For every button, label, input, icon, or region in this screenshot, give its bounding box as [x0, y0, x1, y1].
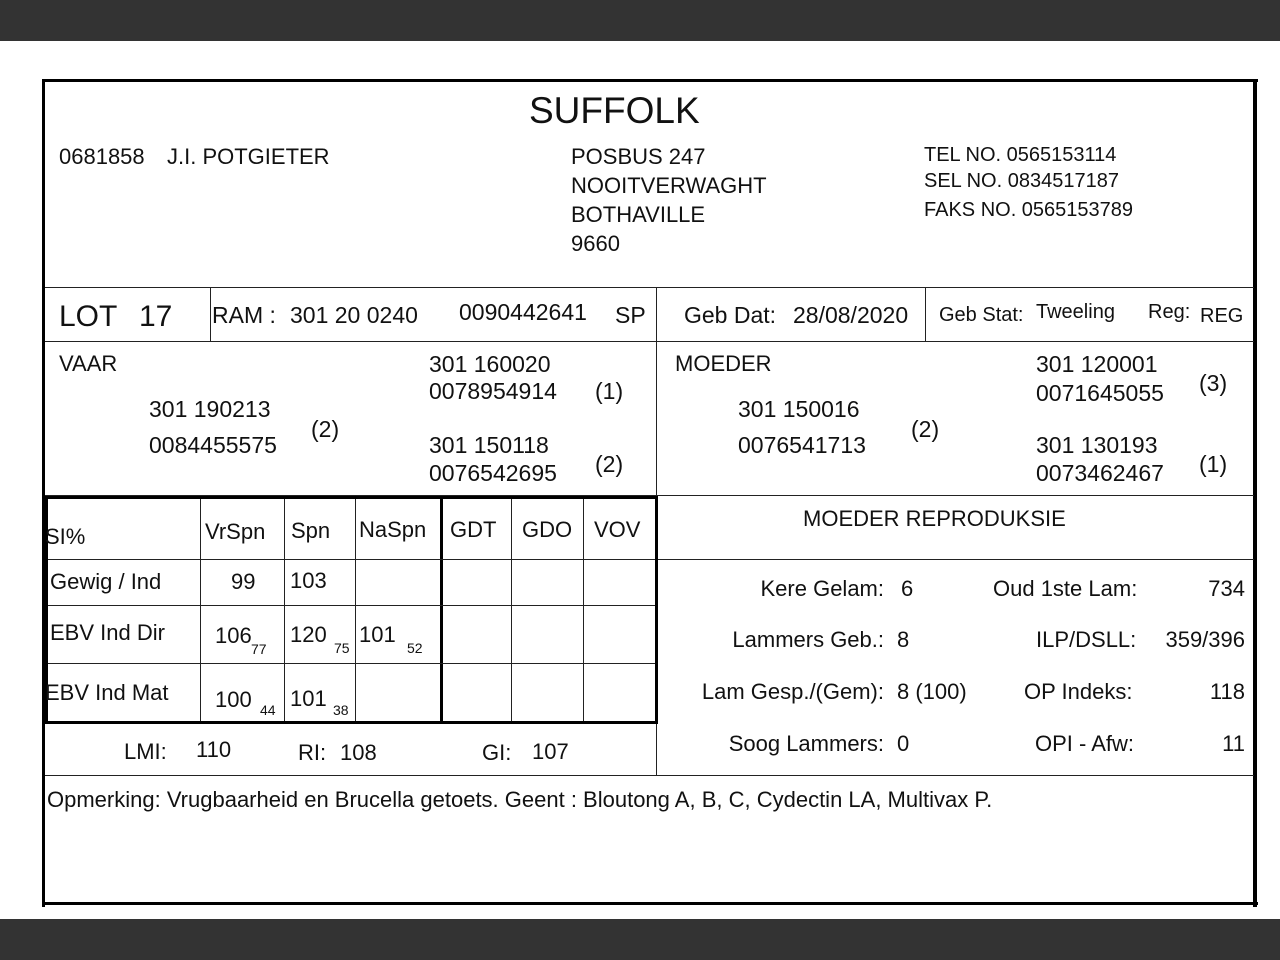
owner-code: 0681858	[59, 144, 145, 169]
owner-name: J.I. POTGIETER	[167, 144, 330, 169]
si-row-2-spn-sub: 75	[334, 640, 350, 656]
ram-label: RAM :	[212, 302, 276, 328]
si-row-2-vrspn: 106	[215, 623, 252, 648]
lot-number: 17	[139, 300, 173, 333]
breed-title: SUFFOLK	[529, 90, 700, 131]
address-line-1: POSBUS 247	[571, 144, 706, 169]
sel-number: SEL NO. 0834517187	[924, 170, 1119, 192]
sire-grade: (2)	[311, 416, 340, 442]
repro-right-value-1: 734	[1208, 576, 1245, 601]
lmi-value: 110	[196, 737, 232, 762]
repro-left-label-1: Kere Gelam:	[760, 576, 884, 601]
si-row-2-naspn: 101	[359, 622, 396, 647]
si-row-3-spn: 101	[290, 686, 327, 711]
sire-mother-number: 0076542695	[429, 460, 557, 486]
sire-id: 301 190213	[149, 396, 271, 422]
repro-right-label-4: OPI - Afw:	[1035, 731, 1135, 756]
si-row-1-label: Gewig / Ind	[50, 569, 162, 594]
gi-value: 107	[532, 739, 569, 764]
dam-father-id: 301 120001	[1036, 351, 1158, 377]
repro-right-label-3: OP Indeks:	[1024, 679, 1133, 704]
gi-label: GI:	[482, 740, 512, 765]
sire-label: VAAR	[59, 351, 118, 376]
si-row-2-vrspn-sub: 77	[251, 641, 267, 657]
bottom-bar	[0, 919, 1280, 960]
birth-date: 28/08/2020	[793, 302, 909, 328]
repro-left-value-4: 0	[897, 731, 910, 756]
lot-label: LOT	[59, 300, 118, 333]
dam-mother-id: 301 130193	[1036, 432, 1158, 458]
repro-left-label-4: Soog Lammers:	[728, 731, 884, 756]
dam-mother-number: 0073462467	[1036, 460, 1164, 486]
ram-id: 301 20 0240	[290, 302, 418, 328]
sire-father-id: 301 160020	[429, 351, 551, 377]
status-value: Tweeling	[1036, 301, 1115, 323]
si-col-gdt: GDT	[450, 517, 497, 542]
address-line-2: NOOITVERWAGHT	[571, 173, 767, 198]
dam-label: MOEDER	[675, 351, 772, 376]
reg-label: Reg:	[1148, 301, 1191, 323]
remark-text: Opmerking: Vrugbaarheid en Brucella getoets. Geent : Bloutong A, B, C, Cydectin LA, Multivax P.	[47, 787, 993, 812]
lmi-label: LMI:	[124, 739, 167, 764]
si-row-3-label: EBV Ind Mat	[45, 680, 169, 705]
tel-number: TEL NO. 0565153114	[924, 144, 1117, 166]
repro-left-value-2: 8	[897, 627, 910, 652]
sire-father-grade: (1)	[595, 378, 624, 404]
si-col-vov: VOV	[594, 517, 641, 542]
dam-father-grade: (3)	[1199, 370, 1228, 396]
status-label: Geb Stat:	[939, 304, 1024, 326]
ri-label: RI:	[298, 740, 327, 765]
si-row-1-spn: 103	[290, 568, 327, 593]
dam-id: 301 150016	[738, 396, 860, 422]
si-col-gdo: GDO	[522, 517, 573, 542]
dam-mother-grade: (1)	[1199, 451, 1228, 477]
reg-value: REG	[1200, 305, 1244, 327]
sire-mother-grade: (2)	[595, 451, 624, 477]
repro-left-label-3: Lam Gesp./(Gem):	[701, 679, 884, 704]
ram-number: 0090442641	[459, 299, 587, 325]
si-row-3-vrspn: 100	[215, 687, 252, 712]
dam-grade: (2)	[911, 416, 940, 442]
top-bar	[0, 0, 1280, 41]
si-row-2-naspn-sub: 52	[407, 640, 423, 656]
repro-right-value-2: 359/396	[1165, 627, 1245, 652]
sire-father-number: 0078954914	[429, 378, 557, 404]
address-line-3: BOTHAVILLE	[571, 202, 706, 227]
repro-left-value-3: 8 (100)	[897, 679, 967, 704]
si-row-3-spn-sub: 38	[333, 702, 349, 718]
reproduction-title: MOEDER REPRODUKSIE	[803, 506, 1066, 531]
si-col-naspn: NaSpn	[359, 517, 427, 542]
ri-value: 108	[340, 740, 377, 765]
si-row-2-label: EBV Ind Dir	[50, 620, 165, 645]
repro-left-value-1: 6	[901, 576, 914, 601]
sire-number: 0084455575	[149, 432, 277, 458]
repro-right-value-4: 11	[1222, 731, 1245, 756]
si-col-spn: Spn	[291, 518, 331, 543]
repro-right-value-3: 118	[1209, 679, 1245, 704]
si-row-1-vrspn: 99	[231, 569, 256, 594]
repro-left-label-2: Lammers Geb.:	[732, 627, 884, 652]
dam-father-number: 0071645055	[1036, 380, 1164, 406]
sire-mother-id: 301 150118	[429, 432, 549, 458]
ram-code: SP	[615, 302, 646, 328]
repro-right-label-2: ILP/DSLL:	[1036, 627, 1137, 652]
dam-number: 0076541713	[738, 432, 866, 458]
birth-label: Geb Dat:	[684, 302, 777, 328]
si-row-3-vrspn-sub: 44	[260, 702, 276, 718]
si-col-vrspn: VrSpn	[205, 519, 266, 544]
faks-number: FAKS NO. 0565153789	[924, 199, 1134, 221]
si-corner-label: SI%	[45, 524, 86, 549]
address-line-4: 9660	[571, 231, 620, 256]
repro-right-label-1: Oud 1ste Lam:	[993, 576, 1138, 601]
si-row-2-spn: 120	[290, 622, 327, 647]
